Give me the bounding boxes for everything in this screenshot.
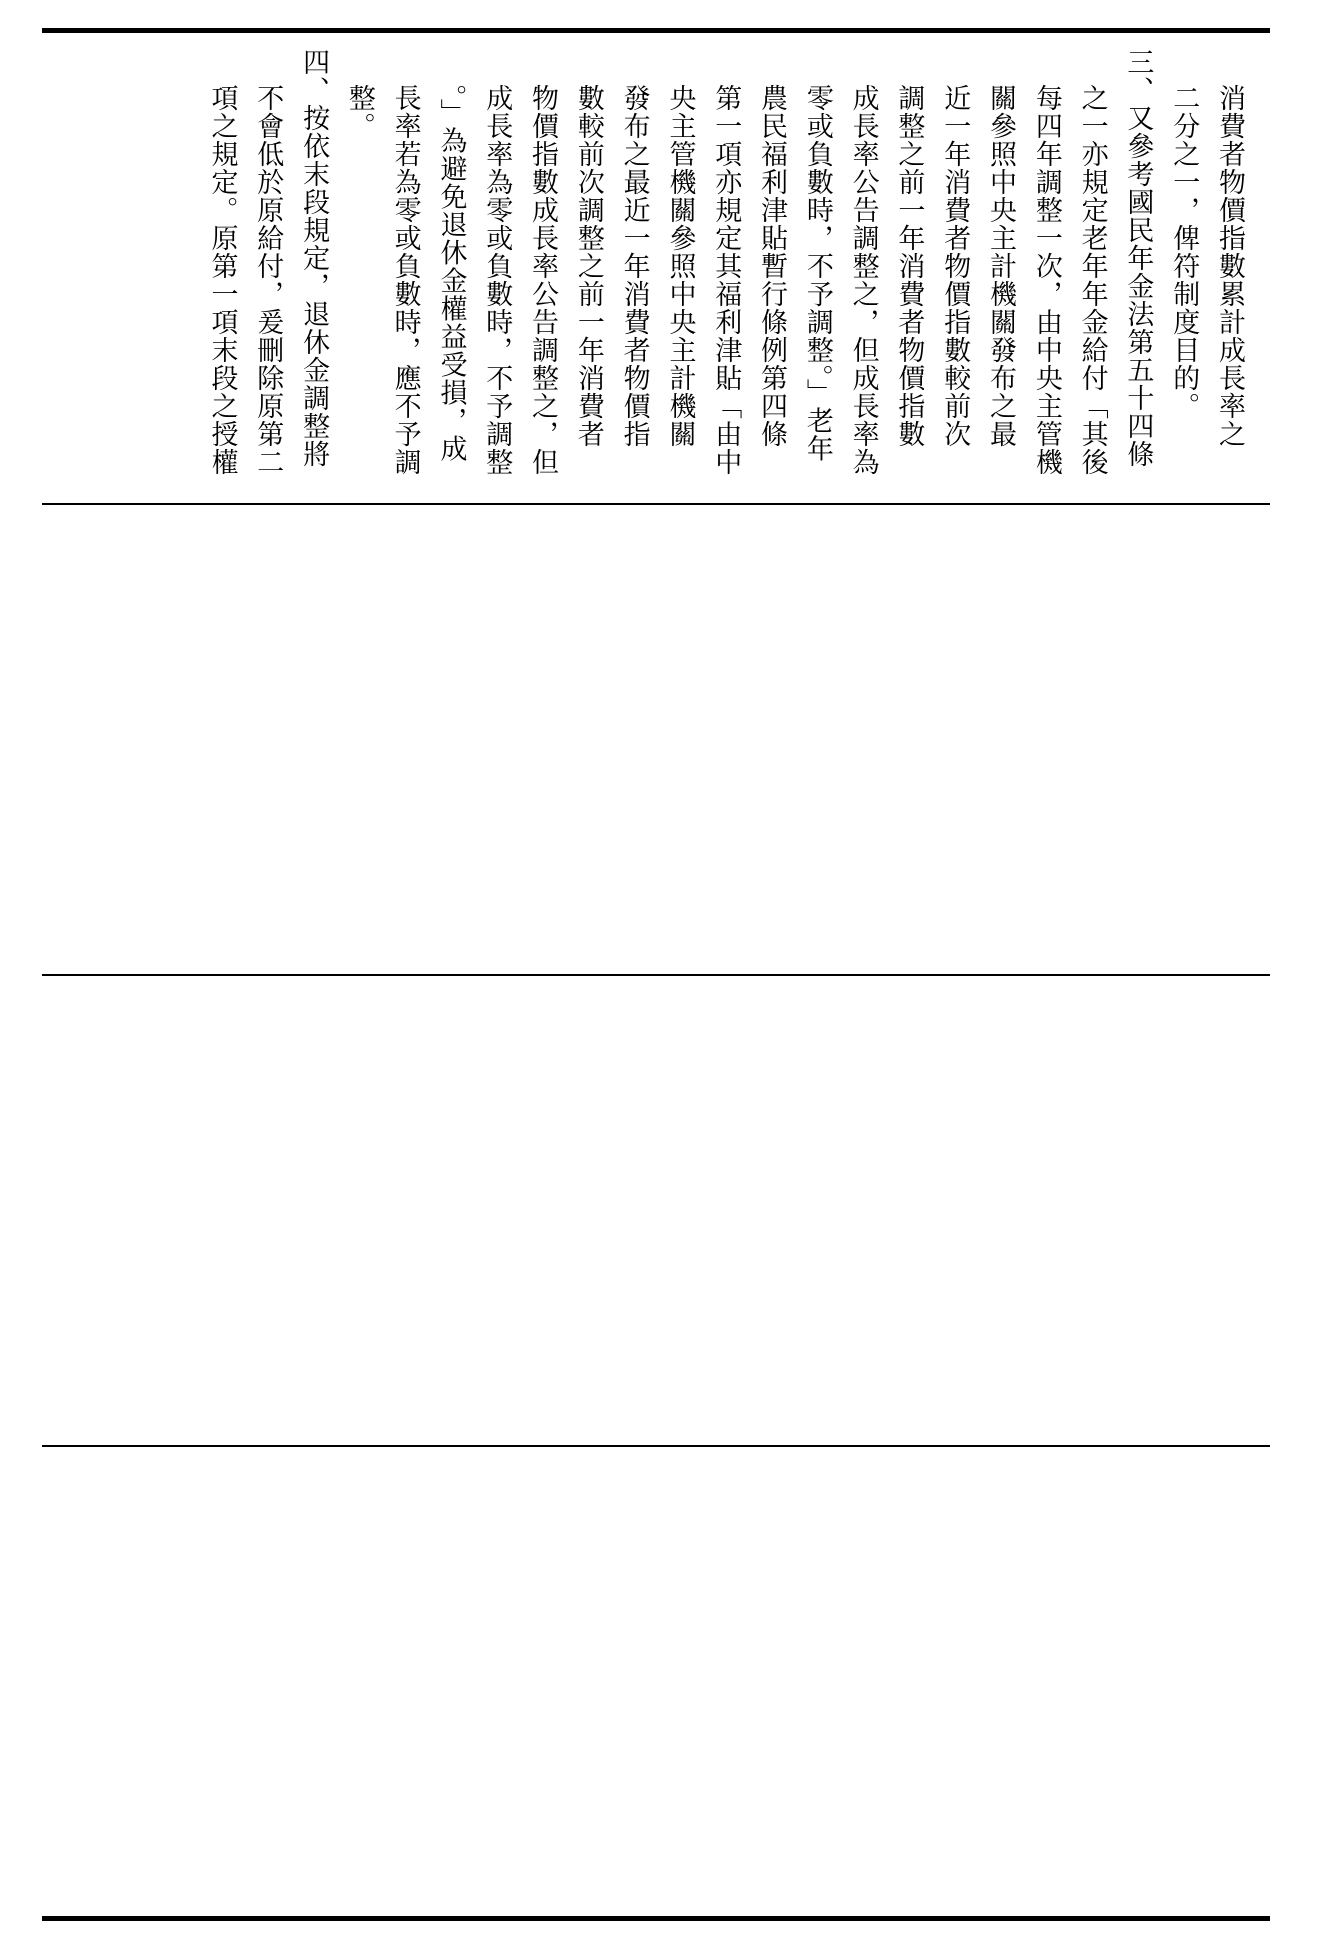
text-column: 二分之一，俾符制度目的。 [1168,84,1200,420]
text-column: 三、又參考國民年金法第五十四條 [1122,48,1154,468]
text-column: 不會低於原給付，爰刪除原第二 [252,84,284,476]
text-column: 數較前次調整之前一年消費者 [572,84,604,448]
text-column: 四、按依末段規定，退休金調整將 [298,48,330,468]
empty-section-4 [42,1448,1270,1914]
section-divider-1 [42,503,1270,505]
vertical-text-columns [199,48,1252,488]
text-column: 農民福利津貼暫行條例第四條 [756,84,788,448]
text-column: 調整之前一年消費者物價指數 [893,84,925,448]
text-column: 成長率公告調整之，但成長率為 [847,84,879,476]
top-rule [42,28,1270,33]
section-divider-3 [42,1445,1270,1447]
text-column: 關參照中央主計機關發布之最 [985,84,1017,448]
text-column: 央主管機關參照中央主計機關 [664,84,696,448]
text-column: 。」為避免退休金權益受損，成 [435,84,467,463]
text-column: 項之規定。原第一項末段之授權 [206,84,238,476]
text-column: 近一年消費者物價指數較前次 [939,84,971,448]
text-section [42,34,1270,500]
empty-section-2 [42,506,1270,972]
text-column: 第一項亦規定其福利津貼「由中 [710,84,742,476]
text-column: 消費者物價指數累計成長率之 [1214,84,1245,448]
text-column: 每四年調整一次，由中央主管機 [1030,84,1062,476]
text-column: 發布之最近一年消費者物價指 [618,84,650,448]
text-column: 物價指數成長率公告調整之，但 [527,84,559,476]
text-column: 長率若為零或負數時，應不予調 [389,84,421,476]
text-column: 成長率為零或負數時，不予調整 [481,84,513,476]
bottom-rule [42,1916,1270,1921]
section-divider-2 [42,974,1270,976]
text-column: 整。 [343,84,375,140]
empty-section-3 [42,977,1270,1443]
text-column: 零或負數時，不予調整。」老年 [801,84,833,463]
text-column: 之一亦規定老年年金給付「其後 [1076,84,1108,476]
